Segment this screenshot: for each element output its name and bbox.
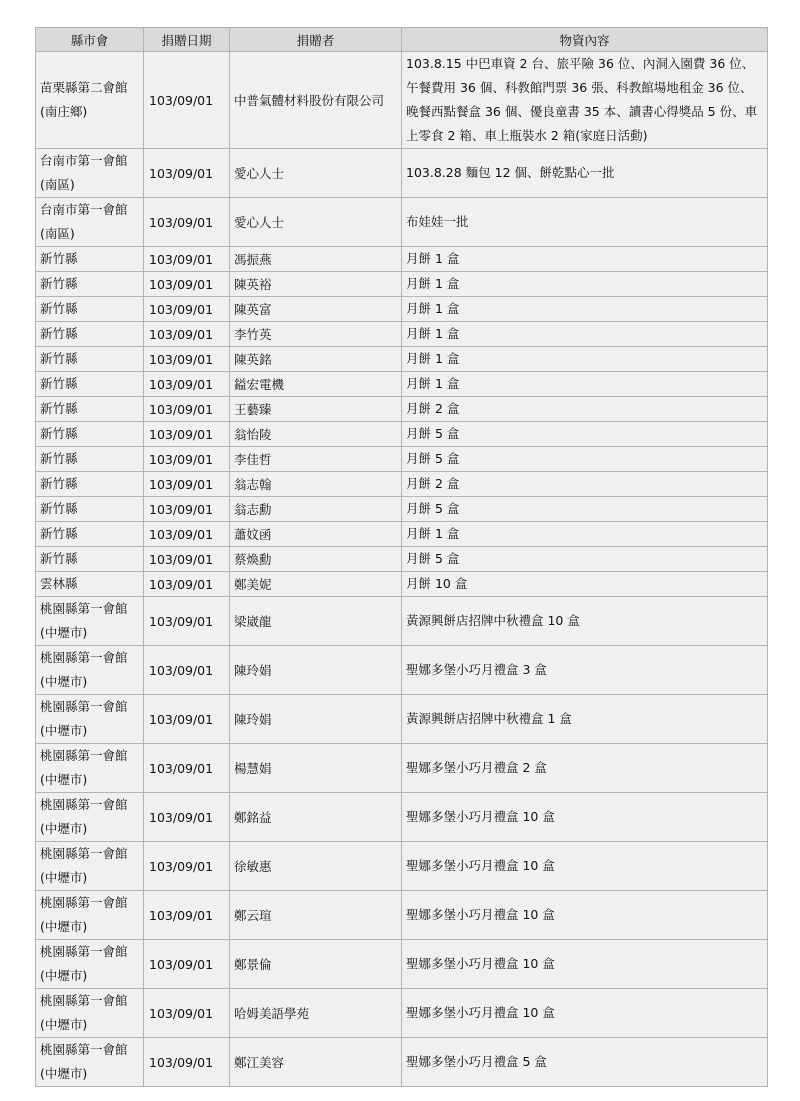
table-row [36,572,768,597]
table-row [36,272,768,297]
donor-cell: 馮振燕 [230,247,402,272]
county-cell: 台南市第一會館 (南區) [36,149,144,198]
date-cell: 103/09/01 [144,322,230,347]
donor-cell: 蔡煥勳 [230,547,402,572]
content-cell: 月餅 1 盒 [402,372,768,397]
date-cell: 103/09/01 [144,1038,230,1087]
content-cell: 布娃娃一批 [402,198,768,247]
table-row [36,646,768,695]
date-cell: 103/09/01 [144,372,230,397]
donor-cell: 哈姆美語學苑 [230,989,402,1038]
date-cell: 103/09/01 [144,198,230,247]
county-cell: 桃園縣第一會館 (中壢市) [36,989,144,1038]
date-cell: 103/09/01 [144,272,230,297]
county-cell: 新竹縣 [36,397,144,422]
county-cell: 新竹縣 [36,547,144,572]
content-cell: 聖娜多堡小巧月禮盒 10 盒 [402,940,768,989]
table-row [36,422,768,447]
content-cell: 聖娜多堡小巧月禮盒 10 盒 [402,842,768,891]
donor-cell: 梁崴龍 [230,597,402,646]
table-row [36,891,768,940]
donor-cell: 李佳哲 [230,447,402,472]
content-cell: 聖娜多堡小巧月禮盒 10 盒 [402,891,768,940]
table-row [36,744,768,793]
donor-cell: 鄭美妮 [230,572,402,597]
date-cell: 103/09/01 [144,247,230,272]
donor-cell: 翁志翰 [230,472,402,497]
donor-cell: 李竹英 [230,322,402,347]
county-cell: 桃園縣第一會館 (中壢市) [36,793,144,842]
table-header [36,28,768,52]
county-cell: 新竹縣 [36,347,144,372]
county-cell: 桃園縣第一會館 (中壢市) [36,597,144,646]
date-cell: 103/09/01 [144,149,230,198]
header-date: 捐贈日期 [144,28,230,52]
date-cell: 103/09/01 [144,940,230,989]
table-row [36,472,768,497]
header-county: 縣市會 [36,28,144,52]
county-cell: 桃園縣第一會館 (中壢市) [36,695,144,744]
table-row [36,989,768,1038]
content-cell: 月餅 1 盒 [402,322,768,347]
table-row [36,447,768,472]
donor-cell: 陳玲娟 [230,646,402,695]
table-row [36,149,768,198]
donor-cell: 陳玲娟 [230,695,402,744]
donor-cell: 翁志勳 [230,497,402,522]
county-cell: 新竹縣 [36,472,144,497]
county-cell: 新竹縣 [36,247,144,272]
donor-cell: 陳英裕 [230,272,402,297]
donor-cell: 陳英銘 [230,347,402,372]
content-cell: 黃源興餅店招牌中秋禮盒 10 盒 [402,597,768,646]
donor-cell: 鄭銘益 [230,793,402,842]
content-cell: 聖娜多堡小巧月禮盒 10 盒 [402,989,768,1038]
content-cell: 月餅 2 盒 [402,472,768,497]
date-cell: 103/09/01 [144,646,230,695]
content-cell: 黃源興餅店招牌中秋禮盒 1 盒 [402,695,768,744]
table-row [36,497,768,522]
county-cell: 新竹縣 [36,497,144,522]
date-cell: 103/09/01 [144,522,230,547]
table-row [36,597,768,646]
county-cell: 桃園縣第一會館 (中壢市) [36,891,144,940]
table-row [36,297,768,322]
date-cell: 103/09/01 [144,989,230,1038]
table-row [36,547,768,572]
date-cell: 103/09/01 [144,497,230,522]
content-cell: 月餅 1 盒 [402,347,768,372]
table-row [36,372,768,397]
county-cell: 新竹縣 [36,422,144,447]
date-cell: 103/09/01 [144,422,230,447]
content-cell: 月餅 1 盒 [402,297,768,322]
header-donor: 捐贈者 [230,28,402,52]
content-cell: 月餅 5 盒 [402,422,768,447]
date-cell: 103/09/01 [144,695,230,744]
county-cell: 新竹縣 [36,372,144,397]
date-cell: 103/09/01 [144,842,230,891]
donor-cell: 徐敏惠 [230,842,402,891]
content-cell: 月餅 1 盒 [402,522,768,547]
donor-cell: 鄭云瑄 [230,891,402,940]
donor-cell: 中普氣體材料股份有限公司 [230,52,402,149]
table-row [36,522,768,547]
date-cell: 103/09/01 [144,472,230,497]
county-cell: 桃園縣第一會館 (中壢市) [36,646,144,695]
date-cell: 103/09/01 [144,572,230,597]
date-cell: 103/09/01 [144,547,230,572]
table-row [36,842,768,891]
content-cell: 月餅 5 盒 [402,447,768,472]
county-cell: 桃園縣第一會館 (中壢市) [36,744,144,793]
county-cell: 桃園縣第一會館 (中壢市) [36,940,144,989]
donor-cell: 愛心人士 [230,198,402,247]
date-cell: 103/09/01 [144,891,230,940]
content-cell: 月餅 5 盒 [402,497,768,522]
donor-cell: 陳英富 [230,297,402,322]
content-cell: 月餅 5 盒 [402,547,768,572]
date-cell: 103/09/01 [144,447,230,472]
donor-cell: 楊慧娟 [230,744,402,793]
content-cell: 聖娜多堡小巧月禮盒 2 盒 [402,744,768,793]
county-cell: 桃園縣第一會館 (中壢市) [36,842,144,891]
donor-cell: 鄭景倫 [230,940,402,989]
county-cell: 新竹縣 [36,297,144,322]
date-cell: 103/09/01 [144,347,230,372]
content-cell: 月餅 10 盒 [402,572,768,597]
table-row [36,695,768,744]
content-cell: 103.8.15 中巴車資 2 台、旅平險 36 位、內洞入園費 36 位、午餐費用 36 個、科教館門票 36 張、科教館場地租金 36 位、晚餐西點餐盒 36 個、優良童書 35 本、讀書心得獎品 5 份、車上零食 2 箱、車上瓶裝水 2 箱(家庭日活動) [402,52,768,149]
date-cell: 103/09/01 [144,597,230,646]
table-row [36,347,768,372]
county-cell: 新竹縣 [36,322,144,347]
table-row [36,793,768,842]
donor-cell: 愛心人士 [230,149,402,198]
donor-cell: 鎰宏電機 [230,372,402,397]
county-cell: 雲林縣 [36,572,144,597]
header-content: 物資內容 [402,28,768,52]
date-cell: 103/09/01 [144,793,230,842]
content-cell: 聖娜多堡小巧月禮盒 10 盒 [402,793,768,842]
table-row [36,322,768,347]
donor-cell: 蕭妏函 [230,522,402,547]
date-cell: 103/09/01 [144,744,230,793]
table-row [36,397,768,422]
table-row [36,940,768,989]
content-cell: 月餅 1 盒 [402,247,768,272]
county-cell: 台南市第一會館 (南區) [36,198,144,247]
table-body [36,52,768,1087]
county-cell: 新竹縣 [36,447,144,472]
content-cell: 月餅 2 盒 [402,397,768,422]
content-cell: 聖娜多堡小巧月禮盒 3 盒 [402,646,768,695]
county-cell: 苗栗縣第二會館 (南庄鄉) [36,52,144,149]
donor-cell: 鄭江美容 [230,1038,402,1087]
content-cell: 103.8.28 麵包 12 個、餅乾點心一批 [402,149,768,198]
date-cell: 103/09/01 [144,397,230,422]
county-cell: 新竹縣 [36,272,144,297]
table-row [36,247,768,272]
content-cell: 月餅 1 盒 [402,272,768,297]
donor-cell: 翁怡陵 [230,422,402,447]
county-cell: 新竹縣 [36,522,144,547]
table-row [36,198,768,247]
date-cell: 103/09/01 [144,297,230,322]
table-row [36,52,768,149]
county-cell: 桃園縣第一會館 (中壢市) [36,1038,144,1087]
table-row [36,1038,768,1087]
donor-cell: 王藝臻 [230,397,402,422]
date-cell: 103/09/01 [144,52,230,149]
donation-table [35,27,768,1087]
content-cell: 聖娜多堡小巧月禮盒 5 盒 [402,1038,768,1087]
